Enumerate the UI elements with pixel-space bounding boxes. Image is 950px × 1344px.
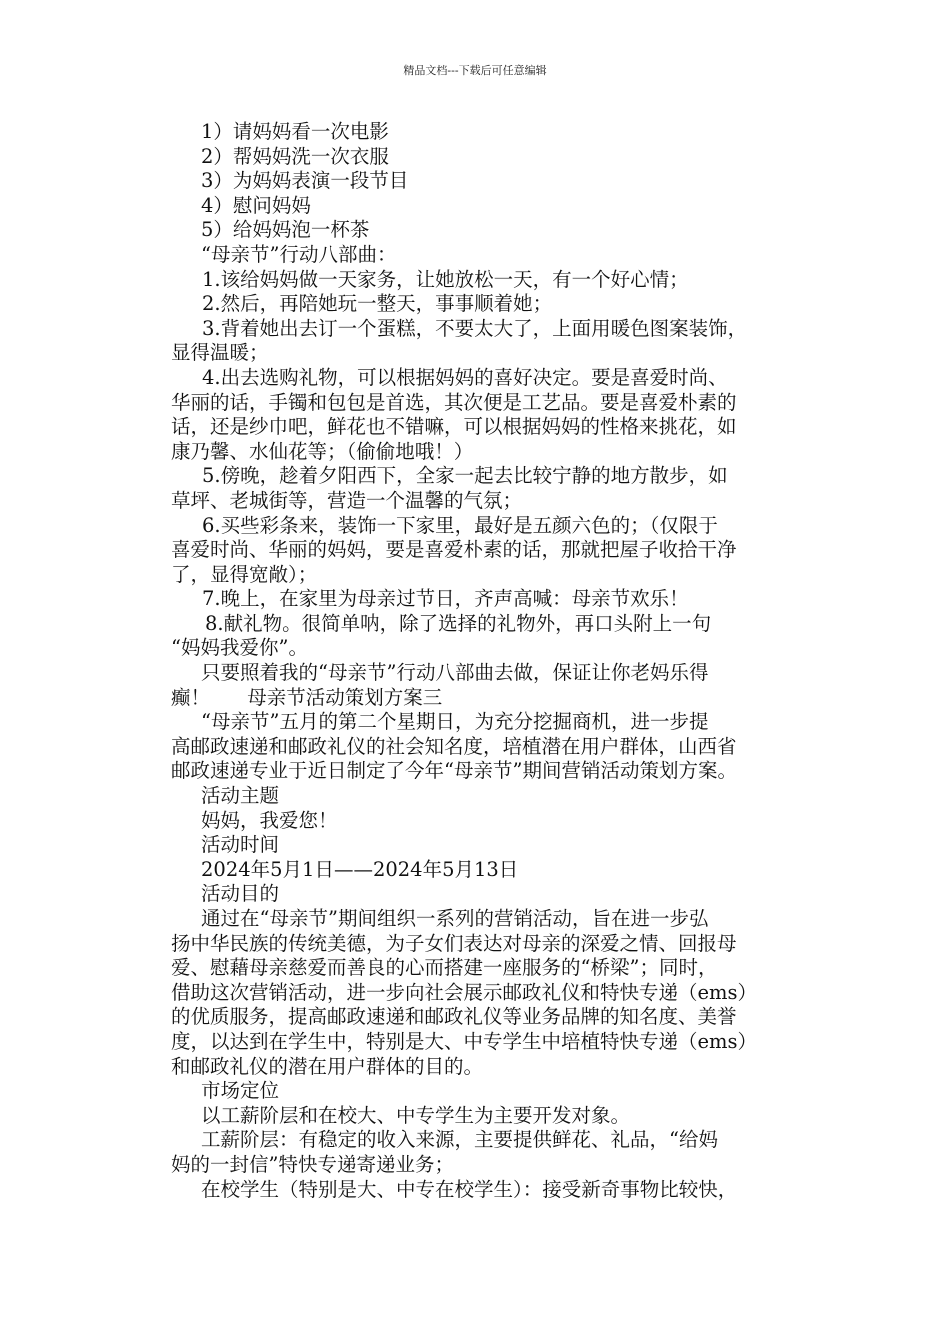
text-line: 邮政速递专业于近日制定了今年“母亲节”期间营销活动策划方案。 xyxy=(171,759,737,783)
text-line: 5）给妈妈泡一杯茶 xyxy=(201,218,370,242)
text-line: 只要照着我的“母亲节”行动八部曲去做，保证让你老妈乐得 xyxy=(201,661,709,685)
text-line: 市场定位 xyxy=(201,1079,280,1103)
text-line: 爱、慰藉母亲慈爱而善良的心而搭建一座服务的“桥梁”；同时， xyxy=(171,956,718,980)
text-line: 借助这次营销活动，进一步向社会展示邮政礼仪和特快专递（ems） xyxy=(171,980,758,1004)
text-line: 在校学生（特别是大、中专在校学生）：接受新奇事物比较快， xyxy=(201,1177,738,1201)
text-line: 2）帮妈妈洗一次衣服 xyxy=(201,144,389,168)
text-line: “母亲节”五月的第二个星期日，为充分挖掘商机，进一步提 xyxy=(201,710,709,734)
text-line: 2024年5月1日——2024年5月13日 xyxy=(201,857,519,881)
text-line: 华丽的话，手镯和包包是首选，其次便是工艺品。要是喜爱朴素的 xyxy=(171,390,737,414)
text-line: 2.然后，再陪她玩一整天，事事顺着她； xyxy=(202,292,553,316)
text-line: 高邮政速递和邮政礼仪的社会知名度，培植潜在用户群体，山西省 xyxy=(171,734,737,758)
text-line: 的优质服务，提高邮政速递和邮政礼仪等业务品牌的知名度、美誉 xyxy=(171,1005,737,1029)
text-line: 康乃馨、水仙花等；（偷偷地哦！） xyxy=(171,439,474,463)
text-line: 妈的一封信”特快专递寄递业务； xyxy=(171,1152,454,1176)
text-line: 喜爱时尚、华丽的妈妈，要是喜爱朴素的话，那就把屋子收拾干净 xyxy=(171,538,737,562)
text-line: 话，还是纱巾吧，鲜花也不错嘛，可以根据妈妈的性格来挑花，如 xyxy=(171,415,737,439)
text-line: 3.背着她出去订一个蛋糕，不要太大了，上面用暖色图案装饰， xyxy=(202,316,748,340)
text-line: “母亲节”行动八部曲： xyxy=(201,242,397,266)
text-line: 活动主题 xyxy=(201,784,280,808)
text-line: 以工薪阶层和在校大、中专学生为主要开发对象。 xyxy=(201,1103,631,1127)
text-line: 显得温暖； xyxy=(171,341,269,365)
text-line: 8.献礼物。很简单呐，除了选择的礼物外，再口头附上一句 xyxy=(205,611,712,635)
text-line: 工薪阶层：有稳定的收入来源，主要提供鲜花、礼品，“给妈 xyxy=(201,1128,718,1152)
text-line: 妈妈，我爱您！ xyxy=(201,808,338,832)
text-line: 4）慰问妈妈 xyxy=(201,193,311,217)
text-line: 通过在“母亲节”期间组织一系列的营销活动，旨在进一步弘 xyxy=(201,907,709,930)
text-line: 5.傍晚，趁着夕阳西下，全家一起去比较宁静的地方散步，如 xyxy=(202,464,728,488)
document-body xyxy=(171,120,809,1202)
text-line: 4.出去选购礼物，可以根据妈妈的喜好决定。要是喜爱时尚、 xyxy=(202,365,728,389)
text-line: 扬中华民族的传统美德，为子女们表达对母亲的深爱之情、回报母 xyxy=(171,931,737,955)
text-line: 和邮政礼仪的潜在用户群体的目的。 xyxy=(171,1054,484,1078)
page-header: 精品文档---下载后可任意编辑 xyxy=(403,64,547,77)
text-line: 度，以达到在学生中，特别是大、中专学生中培植特快专递（ems） xyxy=(171,1029,758,1053)
text-line: “妈妈我爱你”。 xyxy=(171,636,308,660)
text-line: 草坪、老城街等，营造一个温馨的气氛； xyxy=(171,488,523,512)
text-line: 1）请妈妈看一次电影 xyxy=(201,120,389,143)
text-line: 活动时间 xyxy=(201,833,280,857)
text-line: 6.买些彩条来，装饰一下家里，最好是五颜六色的；（仅限于 xyxy=(202,513,718,537)
text-line: 1.该给妈妈做一天家务，让她放松一天，有一个好心情； xyxy=(202,267,689,291)
text-line: 了，显得宽敞）； xyxy=(171,562,318,586)
text-line: 癫！ 母亲节活动策划方案三 xyxy=(171,685,443,709)
text-line: 7.晚上，在家里为母亲过节日，齐声高喊：母亲节欢乐！ xyxy=(202,587,689,611)
text-line: 3）为妈妈表演一段节目 xyxy=(201,169,409,193)
text-line: 活动目的 xyxy=(201,882,280,906)
